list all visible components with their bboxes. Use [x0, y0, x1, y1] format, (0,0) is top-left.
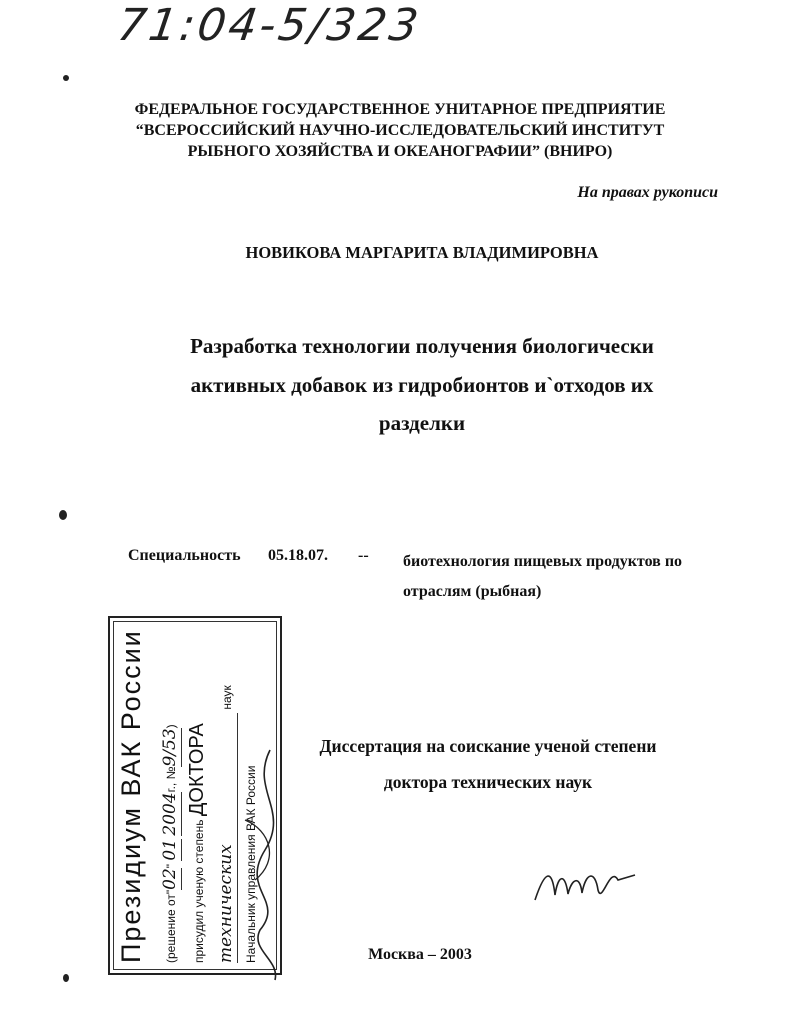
stamp-paren: ): [164, 724, 178, 729]
place-year: Москва – 2003: [368, 946, 472, 963]
stamp-month: 01: [160, 838, 180, 861]
stamp-line-1: Президиум ВАК России: [116, 629, 146, 963]
stamp-signature: [230, 730, 310, 990]
stamp-line-5: Начальник управления ВАК России: [244, 765, 258, 963]
stamp-day: 02: [160, 868, 180, 890]
title-line-3: разделки: [378, 411, 466, 435]
specialty-name: [403, 547, 733, 607]
stamp-line-3: [186, 723, 209, 963]
title-line-2: активных добавок из гидробионтов и`отходов их: [190, 372, 654, 397]
org-line-2: “ВСЕРОССИЙСКИЙ НАУЧНО-ИССЛЕДОВАТЕЛЬСКИЙ ИНСТИТУТ: [135, 122, 665, 139]
stamp-field: технических: [216, 713, 238, 963]
specialty-name-line-1: биотехнология пищевых продуктов по: [403, 553, 683, 570]
organization-header: [60, 99, 740, 162]
specialty-name-line-2: отраслям (рыбная): [403, 583, 542, 600]
stamp-line-2: [160, 724, 180, 963]
scan-speck: [59, 510, 67, 520]
stamp-quote: ": [164, 863, 178, 869]
stamp-number: 9/53: [160, 728, 180, 767]
dissertation-title: [100, 327, 744, 443]
stamp-decision-prefix: (решение от": [164, 889, 178, 963]
specialty-code: 05.18.07.: [268, 547, 328, 564]
specialty-dash: --: [358, 547, 369, 564]
scan-speck: [63, 75, 69, 81]
degree-statement: [288, 728, 688, 800]
degree-line-1: Диссертация на соискание ученой степени: [319, 736, 657, 756]
specialty-label: Специальность: [128, 547, 241, 564]
degree-line-2: доктора технических наук: [383, 772, 593, 792]
stamp-year: 2004: [160, 792, 180, 836]
manuscript-note: На правах рукописи: [577, 184, 718, 201]
archive-code: 71:04-5/323: [114, 0, 425, 51]
stamp-science: наук: [220, 685, 234, 710]
org-line-3: РЫБНОГО ХОЗЯЙСТВА И ОКЕАНОГРАФИИ” (ВНИРО): [187, 143, 613, 160]
scan-speck: [63, 974, 69, 982]
title-line-1: Разработка технологии получения биологически: [190, 334, 654, 358]
stamp-degree: ДОКТОРА: [186, 723, 208, 817]
stamp-number-prefix: г., №: [164, 766, 178, 793]
author-name: НОВИКОВА МАРГАРИТА ВЛАДИМИРОВНА: [245, 243, 599, 262]
author-signature: [530, 860, 640, 910]
org-line-1: ФЕДЕРАЛЬНОЕ ГОСУДАРСТВЕННОЕ УНИТАРНОЕ ПРЕДПРИЯТИЕ: [134, 101, 666, 118]
stamp-awarded: присудил ученую степень: [192, 819, 206, 963]
